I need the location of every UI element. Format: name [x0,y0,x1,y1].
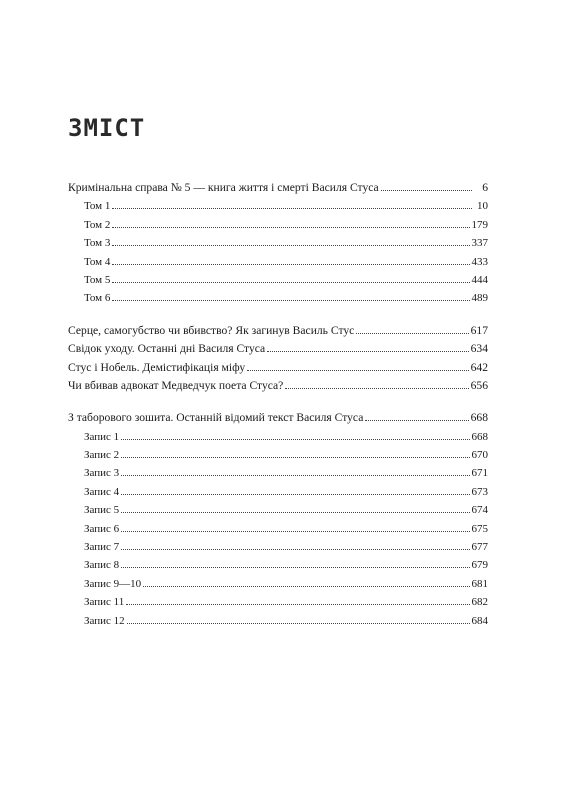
toc-page-number: 677 [471,541,488,554]
toc-page-number: 433 [471,255,488,268]
toc-page-number: 656 [470,378,488,392]
toc-subentry[interactable] [68,428,488,446]
toc-page-number: 617 [470,323,488,337]
toc-entry-title: Кримінальна справа № 5 — книга життя і смерті Василя Стуса [68,181,379,194]
toc-subentry[interactable] [68,271,488,289]
dot-leader [365,419,468,421]
toc-page-number: 337 [471,237,488,250]
dot-leader [121,456,469,458]
dot-leader [121,566,469,568]
toc-subentry[interactable] [68,289,488,307]
toc-entry-title: З таборового зошита. Останній відомий текст Василя Стуса [68,411,364,425]
toc-entry-title: Чи вбивав адвокат Медведчук поета Стуса? [68,378,284,392]
toc-page-number: 671 [471,467,488,480]
toc-chapter-entry[interactable] [68,359,488,377]
dot-leader [121,511,469,513]
dot-leader [247,369,468,371]
toc-chapter-entry[interactable] [68,409,488,427]
dot-leader [381,189,472,191]
dot-leader [112,226,469,228]
toc-page-number: 673 [471,485,488,498]
toc-subentry[interactable] [68,234,488,252]
toc-subentry[interactable] [68,464,488,482]
dot-leader [267,350,468,352]
toc-entry-title: Запис 3 [84,467,120,480]
toc-entry-title: Стус і Нобель. Деміcтифікація міфу [68,360,246,374]
toc-chapter-entry[interactable] [68,340,488,358]
toc-entry-title: Запис 7 [84,541,120,554]
toc-subentry[interactable] [68,538,488,556]
dot-leader [143,585,469,587]
toc-entry-title: Запис 6 [84,522,120,535]
toc-page-number: 675 [471,522,488,535]
toc-page-number: 681 [471,577,488,590]
toc-entry-title: Том 4 [84,255,111,268]
dot-leader [121,493,469,495]
toc-entry-title: Запис 4 [84,485,120,498]
toc-subentry[interactable] [68,253,488,271]
dot-leader [112,244,469,246]
toc-page-number: 179 [471,218,488,231]
toc-chapter-entry[interactable] [68,322,488,340]
toc-subentry[interactable] [68,556,488,574]
toc-entry-title: Том 6 [84,292,111,305]
dot-leader [121,438,469,440]
table-of-contents [68,179,488,644]
dot-leader [121,530,469,532]
toc-subentry[interactable] [68,197,488,215]
toc-chapter-entry[interactable] [68,179,488,197]
toc-entry-title: Запис 9—10 [84,577,142,590]
dot-leader [285,387,468,389]
toc-entry-title: Том 2 [84,218,111,231]
toc-subentry[interactable] [68,216,488,234]
toc-page-number: 444 [471,273,488,286]
toc-entry-title: Том 1 [84,200,111,213]
toc-page-number: 684 [471,614,488,627]
toc-subentry[interactable] [68,575,488,593]
toc-page-number: 10 [477,200,488,213]
toc-page-number: 642 [470,360,488,374]
toc-page-number: 679 [471,559,488,572]
toc-page-number: 668 [470,411,488,425]
dot-leader [126,603,469,605]
toc-page-number: 489 [471,292,488,305]
toc-entry-title: Том 3 [84,237,111,250]
dot-leader [121,474,469,476]
toc-page-number: 670 [471,449,488,462]
toc-page-number: 682 [471,596,488,609]
toc-entry-title: Свідок уходу. Останні дні Василя Стуса [68,342,266,356]
toc-subentry[interactable] [68,483,488,501]
toc-entry-title: Запис 12 [84,614,125,627]
toc-page-number: 6 [482,181,488,194]
toc-section [68,409,488,630]
toc-entry-title: Запис 8 [84,559,120,572]
toc-entry-title: Серце, самогубство чи вбивство? Як загинув Василь Стус [68,323,355,337]
dot-leader [356,332,468,334]
toc-subentry[interactable] [68,501,488,519]
toc-chapter-entry[interactable] [68,377,488,395]
toc-subentry[interactable] [68,446,488,464]
dot-leader [112,299,469,301]
dot-leader [112,281,469,283]
toc-entry-title: Запис 11 [84,596,125,609]
dot-leader [112,207,472,209]
toc-page-number: 634 [470,342,488,356]
toc-entry-title: Том 5 [84,273,111,286]
dot-leader [112,263,469,265]
toc-subentry[interactable] [68,612,488,630]
toc-page-number: 668 [471,430,488,443]
toc-subentry[interactable] [68,593,488,611]
toc-subentry[interactable] [68,520,488,538]
toc-page-number: 674 [471,504,488,517]
toc-entry-title: Запис 1 [84,430,120,443]
dot-leader [127,622,470,624]
page-title: ЗМІСТ [68,114,146,142]
dot-leader [121,548,469,550]
toc-section [68,322,488,396]
toc-section [68,179,488,308]
toc-entry-title: Запис 5 [84,504,120,517]
toc-entry-title: Запис 2 [84,449,120,462]
